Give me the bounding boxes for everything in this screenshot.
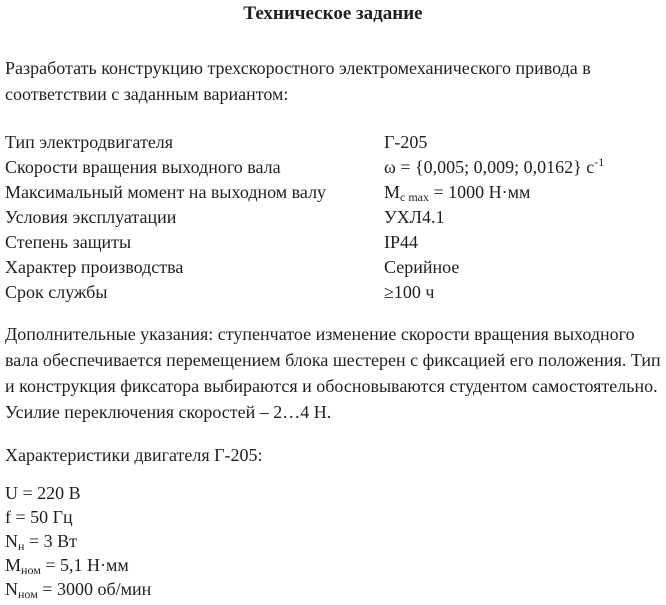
spec-value	[384, 179, 530, 205]
document-title: Техническое задание	[243, 3, 423, 24]
motor-heading: Характеристики двигателя Г-205:	[5, 445, 263, 465]
spec-value: Г-205	[384, 132, 428, 152]
motor-frequency: f = 50 Гц	[5, 507, 73, 527]
motor-speed-subscript: ном	[18, 587, 38, 601]
spec-value-rest: = 1000 Н·мм	[429, 182, 531, 202]
motor-torque-value: = 5,1 Н·мм	[40, 555, 129, 575]
motor-speed-value: = 3000 об/мин	[37, 579, 152, 599]
spec-value: ≥100 ч	[384, 282, 435, 302]
spec-row-protection	[5, 229, 661, 255]
spec-label: Условия эксплуатации	[5, 207, 177, 227]
intro-paragraph: Разработать конструкцию трехскоростного электромеханического привода в соответствии с заданным вариантом:	[5, 58, 591, 104]
motor-power	[5, 529, 77, 554]
spec-label: Характер производства	[5, 257, 184, 277]
motor-torque-subscript: ном	[21, 563, 41, 577]
spec-row-operating-conditions	[5, 204, 661, 230]
spec-value-subscript: c max	[400, 190, 430, 204]
spec-value-exponent: -1	[594, 155, 605, 169]
spec-label: Срок службы	[5, 282, 108, 302]
spec-value: IP44	[384, 232, 419, 252]
spec-label: Максимальный момент на выходном валу	[5, 182, 327, 202]
motor-speed	[5, 577, 151, 602]
motor-speed-symbol: N	[5, 579, 18, 599]
motor-power-value: = 3 Вт	[24, 531, 77, 551]
spec-label: Тип электродвигателя	[5, 132, 174, 152]
motor-voltage: U = 220 В	[5, 483, 81, 503]
spec-value-main: ω = {0,005; 0,009; 0,0162} c	[384, 157, 595, 177]
spec-row-max-torque	[5, 179, 661, 205]
motor-power-subscript: н	[18, 539, 25, 553]
motor-torque	[5, 553, 129, 578]
spec-value: УХЛ4.1	[384, 207, 445, 227]
spec-row-service-life	[5, 279, 661, 305]
spec-label: Степень защиты	[5, 232, 132, 252]
spec-row-motor-type	[5, 129, 661, 155]
motor-torque-symbol: M	[5, 555, 22, 575]
additional-notes-paragraph: Дополнительные указания: ступенчатое изменение скорости вращения выходного вала обеспечивается перемещением блока шестерен с фиксацией его положения. Тип и конструкция фиксатора выбираются и обосновываются студентом самостоятельно. Усилие переключения скоростей – 2…4 Н.	[5, 324, 661, 422]
spec-value: Серийное	[384, 257, 460, 277]
spec-row-production	[5, 254, 661, 280]
spec-label: Скорости вращения выходного вала	[5, 157, 281, 177]
motor-power-symbol: N	[5, 531, 18, 551]
spec-value-symbol: M	[384, 182, 401, 202]
spec-row-output-speeds	[5, 154, 661, 180]
spec-value	[384, 154, 604, 180]
